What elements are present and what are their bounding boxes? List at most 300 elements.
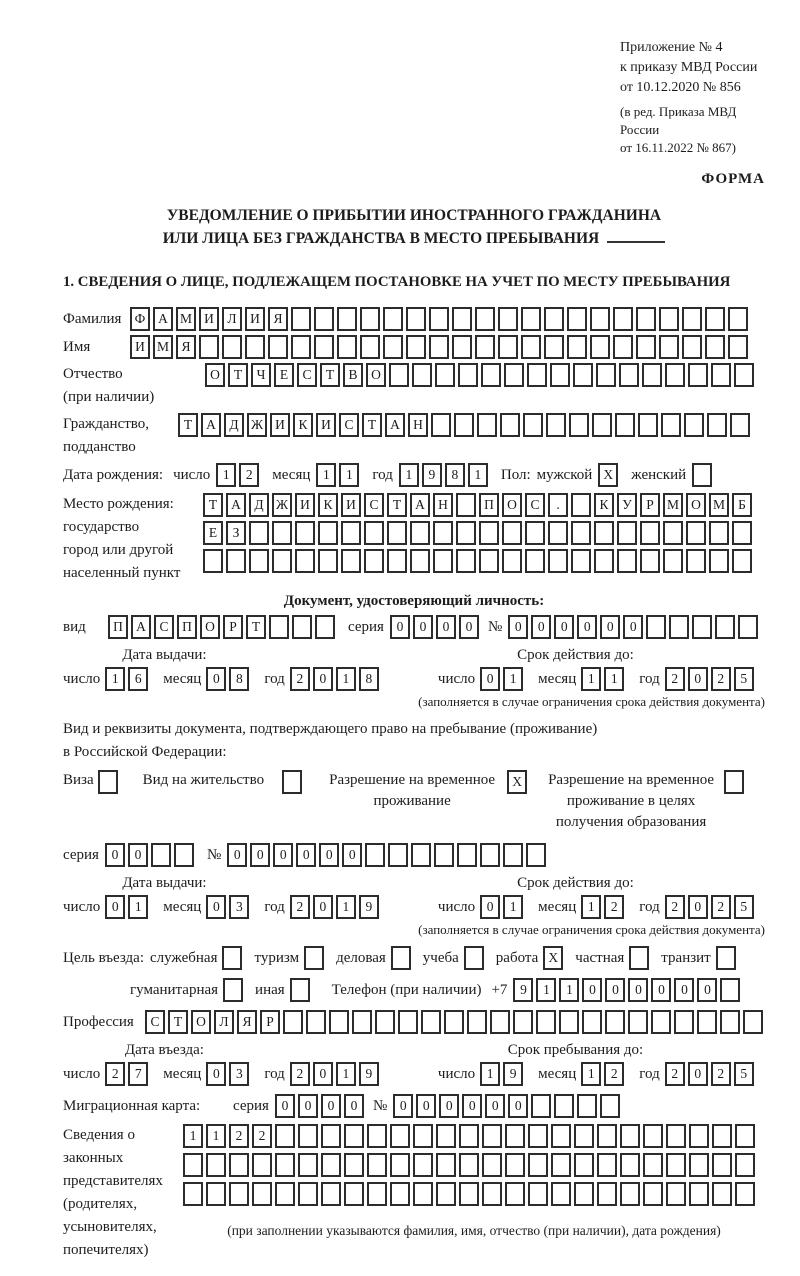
char-cell[interactable]	[454, 413, 474, 437]
char-cell[interactable]: О	[205, 363, 225, 387]
entry-day-input[interactable]	[105, 1062, 151, 1086]
char-cell[interactable]	[663, 549, 683, 573]
char-cell[interactable]	[389, 363, 409, 387]
char-cell[interactable]	[528, 1153, 548, 1177]
visa-checkbox[interactable]	[98, 770, 121, 794]
char-cell[interactable]: Ф	[130, 307, 150, 331]
char-cell[interactable]: Л	[214, 1010, 234, 1034]
char-cell[interactable]	[720, 1010, 740, 1034]
char-cell[interactable]	[636, 307, 656, 331]
char-cell[interactable]	[732, 521, 752, 545]
char-cell[interactable]	[275, 1153, 295, 1177]
char-cell[interactable]	[252, 1182, 272, 1206]
char-cell[interactable]: 2	[604, 1062, 624, 1086]
char-cell[interactable]	[574, 1153, 594, 1177]
char-cell[interactable]: А	[385, 413, 405, 437]
char-cell[interactable]	[183, 1153, 203, 1177]
char-cell[interactable]	[222, 946, 242, 970]
char-cell[interactable]	[646, 615, 666, 639]
char-cell[interactable]	[387, 549, 407, 573]
char-cell[interactable]	[567, 335, 587, 359]
purpose-private-checkbox[interactable]	[629, 946, 652, 970]
char-cell[interactable]	[436, 1124, 456, 1148]
char-cell[interactable]	[640, 549, 660, 573]
char-cell[interactable]	[665, 363, 685, 387]
char-cell[interactable]	[689, 1182, 709, 1206]
char-cell[interactable]	[715, 615, 735, 639]
surname-input[interactable]	[130, 307, 751, 331]
char-cell[interactable]: 1	[581, 667, 601, 691]
char-cell[interactable]	[314, 307, 334, 331]
char-cell[interactable]	[636, 335, 656, 359]
char-cell[interactable]: 0	[688, 667, 708, 691]
char-cell[interactable]: И	[316, 413, 336, 437]
char-cell[interactable]: 0	[600, 615, 620, 639]
char-cell[interactable]	[551, 1153, 571, 1177]
char-cell[interactable]: Ж	[272, 493, 292, 517]
doc-issue-year-input[interactable]	[290, 667, 382, 691]
char-cell[interactable]	[249, 521, 269, 545]
char-cell[interactable]: 0	[462, 1094, 482, 1118]
char-cell[interactable]	[525, 521, 545, 545]
char-cell[interactable]: 0	[313, 895, 333, 919]
char-cell[interactable]	[410, 521, 430, 545]
char-cell[interactable]	[413, 1182, 433, 1206]
birth-year-input[interactable]	[399, 463, 491, 487]
char-cell[interactable]: X	[543, 946, 563, 970]
char-cell[interactable]	[321, 1124, 341, 1148]
char-cell[interactable]: 0	[298, 1094, 318, 1118]
char-cell[interactable]	[490, 1010, 510, 1034]
char-cell[interactable]: 2	[665, 1062, 685, 1086]
char-cell[interactable]: 2	[711, 895, 731, 919]
char-cell[interactable]	[684, 413, 704, 437]
char-cell[interactable]: В	[343, 363, 363, 387]
char-cell[interactable]: 1	[399, 463, 419, 487]
char-cell[interactable]	[548, 549, 568, 573]
temp-residence-checkbox[interactable]	[507, 770, 530, 794]
char-cell[interactable]	[573, 363, 593, 387]
char-cell[interactable]: З	[226, 521, 246, 545]
char-cell[interactable]: 8	[359, 667, 379, 691]
char-cell[interactable]: 2	[105, 1062, 125, 1086]
char-cell[interactable]	[642, 363, 662, 387]
char-cell[interactable]	[536, 1010, 556, 1034]
char-cell[interactable]: Ч	[251, 363, 271, 387]
char-cell[interactable]	[594, 549, 614, 573]
char-cell[interactable]: 0	[623, 615, 643, 639]
char-cell[interactable]	[613, 307, 633, 331]
char-cell[interactable]: И	[245, 307, 265, 331]
char-cell[interactable]: 0	[344, 1094, 364, 1118]
char-cell[interactable]	[735, 1153, 755, 1177]
char-cell[interactable]	[482, 1153, 502, 1177]
char-cell[interactable]: К	[293, 413, 313, 437]
char-cell[interactable]: 0	[390, 615, 410, 639]
char-cell[interactable]: 0	[439, 1094, 459, 1118]
char-cell[interactable]: 1	[128, 895, 148, 919]
char-cell[interactable]	[411, 843, 431, 867]
char-cell[interactable]	[735, 1124, 755, 1148]
doc-number-input[interactable]	[508, 615, 761, 639]
char-cell[interactable]	[728, 307, 748, 331]
char-cell[interactable]	[571, 549, 591, 573]
char-cell[interactable]: 0	[206, 667, 226, 691]
char-cell[interactable]: 0	[273, 843, 293, 867]
char-cell[interactable]: 9	[422, 463, 442, 487]
birth-place-row3-input[interactable]	[203, 549, 755, 573]
char-cell[interactable]	[321, 1153, 341, 1177]
char-cell[interactable]	[716, 946, 736, 970]
char-cell[interactable]	[724, 770, 744, 794]
char-cell[interactable]	[360, 307, 380, 331]
char-cell[interactable]: 0	[250, 843, 270, 867]
sex-female-checkbox[interactable]	[692, 463, 715, 487]
char-cell[interactable]	[412, 363, 432, 387]
char-cell[interactable]	[367, 1153, 387, 1177]
char-cell[interactable]	[413, 1153, 433, 1177]
char-cell[interactable]	[559, 1010, 579, 1034]
char-cell[interactable]: 1	[559, 978, 579, 1002]
char-cell[interactable]: 0	[206, 895, 226, 919]
char-cell[interactable]: 9	[359, 895, 379, 919]
char-cell[interactable]	[458, 363, 478, 387]
char-cell[interactable]: 1	[316, 463, 336, 487]
char-cell[interactable]	[577, 1094, 597, 1118]
char-cell[interactable]: 0	[582, 978, 602, 1002]
char-cell[interactable]: 0	[508, 1094, 528, 1118]
char-cell[interactable]: 0	[275, 1094, 295, 1118]
char-cell[interactable]	[596, 363, 616, 387]
char-cell[interactable]	[569, 413, 589, 437]
char-cell[interactable]: 0	[688, 1062, 708, 1086]
char-cell[interactable]	[705, 335, 725, 359]
char-cell[interactable]	[500, 413, 520, 437]
char-cell[interactable]	[711, 363, 731, 387]
char-cell[interactable]: Л	[222, 307, 242, 331]
char-cell[interactable]	[283, 1010, 303, 1034]
char-cell[interactable]	[337, 307, 357, 331]
char-cell[interactable]: П	[108, 615, 128, 639]
char-cell[interactable]	[659, 307, 679, 331]
char-cell[interactable]	[600, 1094, 620, 1118]
char-cell[interactable]	[291, 307, 311, 331]
char-cell[interactable]	[738, 615, 758, 639]
char-cell[interactable]: У	[617, 493, 637, 517]
char-cell[interactable]	[697, 1010, 717, 1034]
char-cell[interactable]: Я	[176, 335, 196, 359]
char-cell[interactable]: 8	[445, 463, 465, 487]
char-cell[interactable]	[554, 1094, 574, 1118]
char-cell[interactable]	[459, 1153, 479, 1177]
char-cell[interactable]	[436, 1182, 456, 1206]
char-cell[interactable]: 0	[321, 1094, 341, 1118]
char-cell[interactable]	[730, 413, 750, 437]
char-cell[interactable]: С	[525, 493, 545, 517]
char-cell[interactable]: 1	[206, 1124, 226, 1148]
char-cell[interactable]	[457, 843, 477, 867]
char-cell[interactable]	[475, 307, 495, 331]
char-cell[interactable]: 0	[508, 615, 528, 639]
char-cell[interactable]: М	[153, 335, 173, 359]
char-cell[interactable]	[459, 1182, 479, 1206]
residence-issue-month-input[interactable]	[206, 895, 252, 919]
char-cell[interactable]: 1	[336, 1062, 356, 1086]
char-cell[interactable]	[344, 1124, 364, 1148]
residence-doc-series-input[interactable]	[105, 843, 197, 867]
char-cell[interactable]: 0	[319, 843, 339, 867]
char-cell[interactable]	[525, 549, 545, 573]
char-cell[interactable]	[651, 1010, 671, 1034]
char-cell[interactable]: 0	[416, 1094, 436, 1118]
char-cell[interactable]	[452, 335, 472, 359]
char-cell[interactable]	[682, 307, 702, 331]
char-cell[interactable]: Д	[224, 413, 244, 437]
char-cell[interactable]: Н	[433, 493, 453, 517]
char-cell[interactable]	[229, 1153, 249, 1177]
char-cell[interactable]	[206, 1153, 226, 1177]
char-cell[interactable]	[643, 1153, 663, 1177]
char-cell[interactable]	[544, 335, 564, 359]
char-cell[interactable]	[282, 770, 302, 794]
char-cell[interactable]: О	[191, 1010, 211, 1034]
char-cell[interactable]: 0	[313, 667, 333, 691]
char-cell[interactable]	[620, 1153, 640, 1177]
legal-reps-row2-input[interactable]	[183, 1153, 758, 1177]
char-cell[interactable]	[689, 1153, 709, 1177]
residence-until-day-input[interactable]	[480, 895, 526, 919]
char-cell[interactable]	[674, 1010, 694, 1034]
char-cell[interactable]	[605, 1010, 625, 1034]
char-cell[interactable]: П	[177, 615, 197, 639]
char-cell[interactable]	[272, 549, 292, 573]
char-cell[interactable]: 2	[229, 1124, 249, 1148]
char-cell[interactable]	[444, 1010, 464, 1034]
char-cell[interactable]: А	[131, 615, 151, 639]
char-cell[interactable]	[659, 335, 679, 359]
char-cell[interactable]	[528, 1182, 548, 1206]
char-cell[interactable]: С	[145, 1010, 165, 1034]
char-cell[interactable]: Е	[203, 521, 223, 545]
char-cell[interactable]	[387, 521, 407, 545]
char-cell[interactable]	[505, 1182, 525, 1206]
char-cell[interactable]: 1	[183, 1124, 203, 1148]
char-cell[interactable]: 1	[503, 667, 523, 691]
char-cell[interactable]: 0	[674, 978, 694, 1002]
char-cell[interactable]: 0	[628, 978, 648, 1002]
char-cell[interactable]: О	[366, 363, 386, 387]
char-cell[interactable]: 5	[734, 667, 754, 691]
char-cell[interactable]	[290, 978, 310, 1002]
temp-residence-education-checkbox[interactable]	[724, 770, 747, 794]
phone-input[interactable]	[513, 978, 743, 1002]
sex-male-checkbox[interactable]	[598, 463, 621, 487]
char-cell[interactable]	[743, 1010, 763, 1034]
char-cell[interactable]	[544, 307, 564, 331]
doc-issue-month-input[interactable]	[206, 667, 252, 691]
char-cell[interactable]: О	[200, 615, 220, 639]
char-cell[interactable]: 0	[605, 978, 625, 1002]
char-cell[interactable]: Т	[168, 1010, 188, 1034]
char-cell[interactable]	[295, 521, 315, 545]
char-cell[interactable]	[504, 363, 524, 387]
char-cell[interactable]	[720, 978, 740, 1002]
char-cell[interactable]: 1	[216, 463, 236, 487]
char-cell[interactable]: Т	[228, 363, 248, 387]
char-cell[interactable]	[523, 413, 543, 437]
migration-card-number-input[interactable]	[393, 1094, 623, 1118]
char-cell[interactable]: С	[339, 413, 359, 437]
char-cell[interactable]	[365, 843, 385, 867]
char-cell[interactable]	[712, 1182, 732, 1206]
char-cell[interactable]: 3	[229, 895, 249, 919]
char-cell[interactable]: 1	[604, 667, 624, 691]
char-cell[interactable]: 8	[229, 667, 249, 691]
purpose-commercial-checkbox[interactable]	[391, 946, 414, 970]
legal-reps-row1-input[interactable]	[183, 1124, 758, 1148]
char-cell[interactable]	[574, 1182, 594, 1206]
char-cell[interactable]	[398, 1010, 418, 1034]
char-cell[interactable]	[341, 549, 361, 573]
char-cell[interactable]	[151, 843, 171, 867]
purpose-business-checkbox[interactable]	[222, 946, 245, 970]
given-name-input[interactable]	[130, 335, 751, 359]
char-cell[interactable]: 0	[105, 895, 125, 919]
char-cell[interactable]	[712, 1153, 732, 1177]
char-cell[interactable]	[505, 1153, 525, 1177]
char-cell[interactable]	[222, 335, 242, 359]
purpose-transit-checkbox[interactable]	[716, 946, 739, 970]
char-cell[interactable]	[98, 770, 118, 794]
char-cell[interactable]	[383, 307, 403, 331]
char-cell[interactable]	[433, 549, 453, 573]
char-cell[interactable]	[728, 335, 748, 359]
char-cell[interactable]	[528, 1124, 548, 1148]
char-cell[interactable]	[467, 1010, 487, 1034]
char-cell[interactable]	[459, 1124, 479, 1148]
char-cell[interactable]	[183, 1182, 203, 1206]
char-cell[interactable]: А	[226, 493, 246, 517]
char-cell[interactable]	[527, 363, 547, 387]
char-cell[interactable]	[390, 1182, 410, 1206]
char-cell[interactable]: 0	[480, 667, 500, 691]
char-cell[interactable]	[643, 1182, 663, 1206]
char-cell[interactable]: 1	[105, 667, 125, 691]
char-cell[interactable]	[391, 946, 411, 970]
char-cell[interactable]	[663, 521, 683, 545]
stay-month-input[interactable]	[581, 1062, 627, 1086]
char-cell[interactable]	[436, 1153, 456, 1177]
char-cell[interactable]	[707, 413, 727, 437]
char-cell[interactable]	[223, 978, 243, 1002]
residence-permit-checkbox[interactable]	[282, 770, 305, 794]
char-cell[interactable]: 2	[665, 667, 685, 691]
char-cell[interactable]	[669, 615, 689, 639]
char-cell[interactable]	[203, 549, 223, 573]
char-cell[interactable]: Я	[268, 307, 288, 331]
entry-year-input[interactable]	[290, 1062, 382, 1086]
char-cell[interactable]	[390, 1153, 410, 1177]
char-cell[interactable]: 2	[604, 895, 624, 919]
char-cell[interactable]	[314, 335, 334, 359]
char-cell[interactable]: 9	[513, 978, 533, 1002]
char-cell[interactable]	[337, 335, 357, 359]
char-cell[interactable]: 1	[336, 667, 356, 691]
char-cell[interactable]	[406, 335, 426, 359]
profession-input[interactable]	[145, 1010, 766, 1034]
purpose-tourism-checkbox[interactable]	[304, 946, 327, 970]
char-cell[interactable]	[456, 521, 476, 545]
char-cell[interactable]: Р	[223, 615, 243, 639]
char-cell[interactable]: X	[598, 463, 618, 487]
char-cell[interactable]	[406, 307, 426, 331]
doc-until-day-input[interactable]	[480, 667, 526, 691]
char-cell[interactable]: Н	[408, 413, 428, 437]
char-cell[interactable]	[546, 413, 566, 437]
char-cell[interactable]: И	[270, 413, 290, 437]
char-cell[interactable]: 1	[581, 1062, 601, 1086]
char-cell[interactable]	[291, 335, 311, 359]
char-cell[interactable]	[344, 1153, 364, 1177]
char-cell[interactable]	[206, 1182, 226, 1206]
char-cell[interactable]	[226, 549, 246, 573]
char-cell[interactable]	[360, 335, 380, 359]
char-cell[interactable]	[709, 549, 729, 573]
purpose-other-checkbox[interactable]	[290, 978, 313, 1002]
char-cell[interactable]: 2	[665, 895, 685, 919]
char-cell[interactable]: М	[663, 493, 683, 517]
char-cell[interactable]	[249, 549, 269, 573]
char-cell[interactable]: 2	[711, 667, 731, 691]
char-cell[interactable]	[245, 335, 265, 359]
char-cell[interactable]: 0	[577, 615, 597, 639]
char-cell[interactable]: 0	[436, 615, 456, 639]
birth-day-input[interactable]	[216, 463, 262, 487]
char-cell[interactable]	[452, 307, 472, 331]
purpose-work-checkbox[interactable]	[543, 946, 566, 970]
char-cell[interactable]	[582, 1010, 602, 1034]
char-cell[interactable]	[628, 1010, 648, 1034]
char-cell[interactable]	[617, 549, 637, 573]
residence-issue-year-input[interactable]	[290, 895, 382, 919]
char-cell[interactable]	[275, 1182, 295, 1206]
char-cell[interactable]	[550, 363, 570, 387]
char-cell[interactable]: 0	[480, 895, 500, 919]
char-cell[interactable]: 0	[296, 843, 316, 867]
char-cell[interactable]: 0	[531, 615, 551, 639]
char-cell[interactable]	[433, 521, 453, 545]
migration-card-series-input[interactable]	[275, 1094, 367, 1118]
char-cell[interactable]	[364, 521, 384, 545]
char-cell[interactable]	[477, 413, 497, 437]
char-cell[interactable]	[298, 1153, 318, 1177]
char-cell[interactable]: 0	[554, 615, 574, 639]
char-cell[interactable]	[735, 1182, 755, 1206]
char-cell[interactable]	[318, 549, 338, 573]
char-cell[interactable]	[620, 1124, 640, 1148]
char-cell[interactable]	[367, 1124, 387, 1148]
char-cell[interactable]	[329, 1010, 349, 1034]
char-cell[interactable]	[617, 521, 637, 545]
char-cell[interactable]: А	[201, 413, 221, 437]
char-cell[interactable]	[429, 335, 449, 359]
char-cell[interactable]: Я	[237, 1010, 257, 1034]
char-cell[interactable]: 2	[290, 667, 310, 691]
char-cell[interactable]	[513, 1010, 533, 1034]
char-cell[interactable]: Д	[249, 493, 269, 517]
doc-until-month-input[interactable]	[581, 667, 627, 691]
residence-until-year-input[interactable]	[665, 895, 757, 919]
